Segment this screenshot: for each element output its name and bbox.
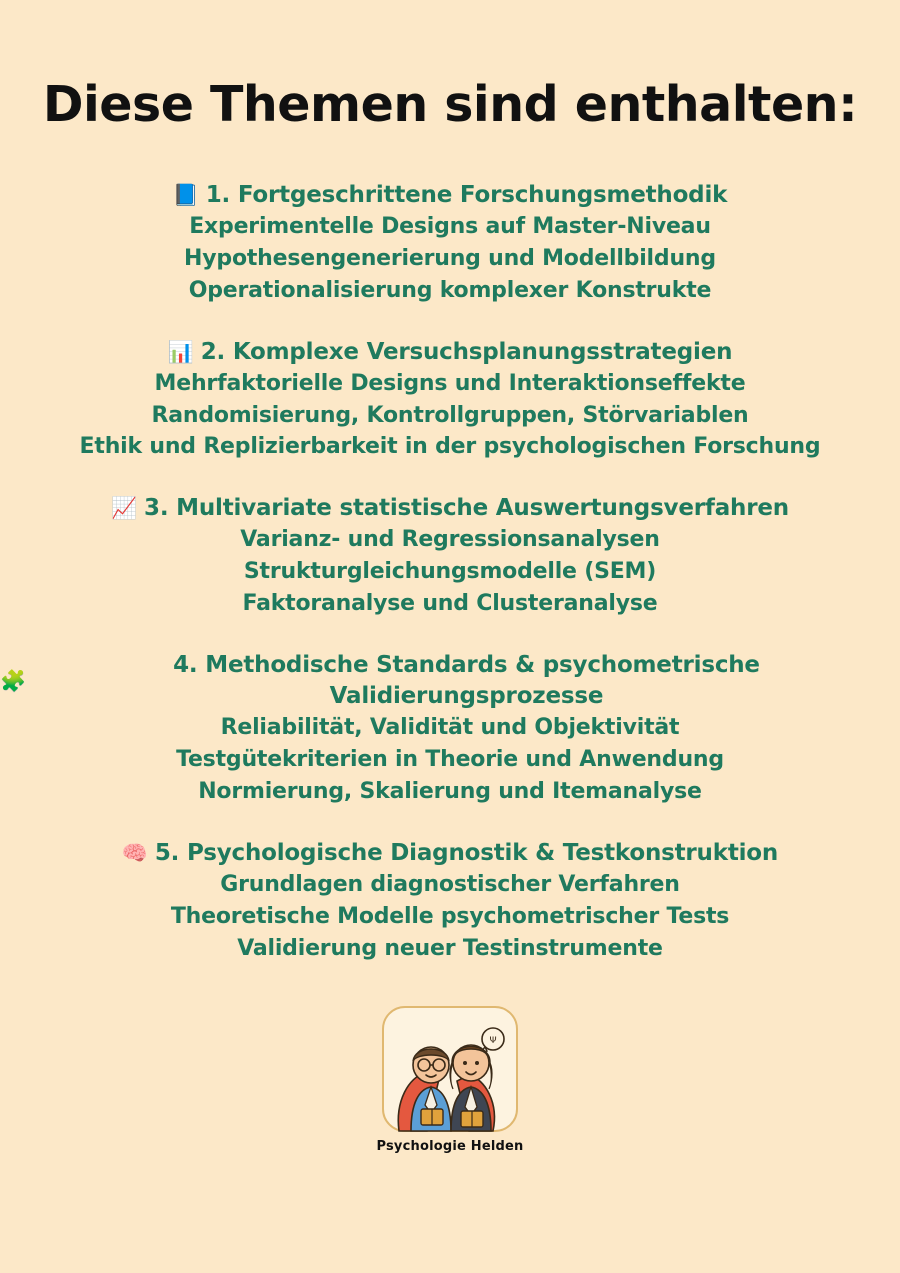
topic-heading-label: 3. Multivariate statistische Auswertungsverfahren — [144, 495, 789, 522]
topic-line: Experimentelle Designs auf Master-Niveau — [189, 213, 711, 239]
topic-heading-label: 4. Methodische Standards & psychometrische Validierungsprozesse — [173, 652, 760, 710]
topic-heading-label: 1. Fortgeschrittene Forschungsmethodik — [205, 181, 728, 208]
topic-section — [0, 838, 900, 965]
topic-line: Grundlagen diagnostischer Verfahren — [220, 871, 680, 897]
topic-line: Reliabilität, Validität und Objektivität — [220, 715, 680, 741]
topic-line: Faktoranalyse und Clusteranalyse — [242, 591, 658, 617]
topic-heading-label: 2. Komplexe Versuchsplanungsstrategien — [200, 338, 733, 365]
topic-line: Testgütekriterien in Theorie und Anwendung — [176, 747, 724, 773]
svg-text:Ψ: Ψ — [489, 1035, 497, 1046]
topic-line: Strukturgleichungsmodelle (SEM) — [243, 559, 657, 585]
topic-line: Randomisierung, Kontrollgruppen, Störvariablen — [151, 402, 749, 428]
topic-heading — [122, 838, 778, 869]
page-title: Diese Themen sind enthalten: — [42, 76, 858, 133]
brain-icon: 🧠 — [121, 840, 148, 865]
topic-line: Normierung, Skalierung und Itemanalyse — [198, 778, 702, 804]
brand-caption: Psychologie Helden — [376, 1138, 524, 1154]
puzzle-piece-icon: 🧩 — [0, 668, 26, 693]
topic-line: Mehrfaktorielle Designs und Interaktionseffekte — [154, 370, 746, 396]
topic-line: Hypothesengenerierung und Modellbildung — [184, 245, 716, 271]
topic-line: Varianz- und Regressionsanalysen — [240, 527, 660, 553]
topic-heading-label: 5. Psychologische Diagnostik & Testkonstruktion — [154, 839, 779, 866]
topic-section — [0, 180, 900, 307]
blue-book-icon: 📘 — [172, 182, 199, 207]
topic-heading — [111, 493, 789, 524]
topic-heading — [0, 650, 900, 712]
bar-chart-icon: 📊 — [167, 339, 194, 364]
topic-section — [0, 493, 900, 620]
topic-line: Validierung neuer Testinstrumente — [237, 935, 663, 961]
topic-section — [0, 337, 900, 464]
topic-heading — [173, 180, 727, 211]
topic-section — [0, 650, 900, 808]
brand-logo — [365, 1005, 535, 1154]
two-heroes-logo — [365, 1005, 535, 1133]
topics-list — [0, 180, 900, 995]
topic-line: Operationalisierung komplexer Konstrukte — [188, 277, 712, 303]
topic-heading — [168, 337, 733, 368]
chart-increasing-icon: 📈 — [111, 496, 138, 521]
topic-line: Ethik und Replizierbarkeit in der psychologischen Forschung — [79, 434, 821, 460]
topic-line: Theoretische Modelle psychometrischer Tests — [170, 903, 730, 929]
